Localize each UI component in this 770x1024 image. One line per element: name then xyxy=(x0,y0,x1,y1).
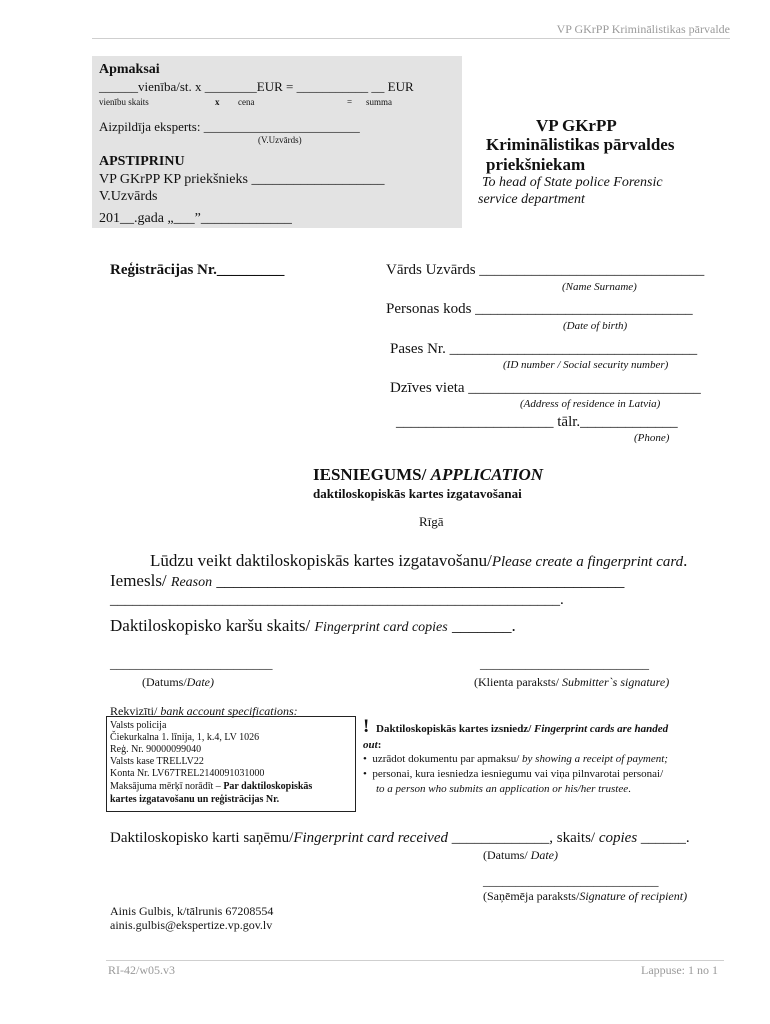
reason-lv: Iemesls/ xyxy=(110,571,171,590)
addressee-line2: Kriminālistikas pārvaldes xyxy=(486,135,675,154)
expert-line: Aizpildīja eksperts: ________________________ xyxy=(99,119,360,134)
bank-line-3: Reģ. Nr. 90000099040 xyxy=(110,744,202,755)
copies-en: Fingerprint card copies xyxy=(314,620,448,635)
request-end: . xyxy=(683,551,688,570)
name-field: Vārds Uzvārds ______________________________ xyxy=(386,262,705,278)
date-caption xyxy=(142,675,214,690)
client-signature-caption xyxy=(474,675,669,690)
bank-purpose-lv: Maksājuma mērķī norādīt – xyxy=(110,781,224,792)
caption-equals: = xyxy=(347,97,353,107)
approve-line: VP GKrPP KP priekšnieks ___________________ xyxy=(99,172,385,187)
notice-bullet-1 xyxy=(363,753,668,765)
footer-page-number: Lappuse: 1 no 1 xyxy=(641,963,718,977)
recipient-signature-caption xyxy=(483,889,687,904)
notice-bullet-2-cont xyxy=(376,783,631,795)
payment-line: ______vienība/st. x ________EUR = ___________ __ EUR xyxy=(99,79,414,94)
bank-line-2: Čiekurkalna 1. līnija, 1, k.4, LV 1026 xyxy=(110,732,260,743)
addressee-en2: service department xyxy=(478,192,585,207)
notice-heading-lv: Daktiloskopiskās kartes izsniedz/ xyxy=(376,723,534,735)
addressee-en1: To head of State police Forensic xyxy=(482,175,663,190)
phone-field: _____________________ tālr._____________ xyxy=(396,414,678,430)
passport-hint: (ID number / Social security number) xyxy=(503,359,669,371)
bank-line-4: Valsts kase TRELLV22 xyxy=(110,756,204,767)
payment-heading: Apmaksai xyxy=(99,62,160,77)
bank-purpose-bold-2: kartes izgatavošanu un reģistrācijas Nr. xyxy=(110,794,280,805)
bank-purpose xyxy=(110,781,312,792)
recipient-signature-lv: (Saņēmēja paraksts/ xyxy=(483,889,580,903)
received-date-en: Date) xyxy=(530,848,558,862)
bank-heading-en: bank account specifications: xyxy=(160,704,298,718)
application-title-en: APPLICATION xyxy=(430,465,544,484)
recipient-signature-en: Signature of recipient) xyxy=(579,889,688,903)
notice-mark: ! xyxy=(363,716,370,737)
received-en: Fingerprint card received xyxy=(293,830,448,846)
footer-form-code: RI-42/w05.v3 xyxy=(108,963,175,977)
residence-field: Dzīves vieta _______________________________ xyxy=(390,380,701,396)
notice-bullet-2-lv: personai, kura iesniedza iesniegumu vai viņa pilnvarotai personai/ xyxy=(372,768,664,780)
application-title-lv: IESNIEGUMS/ xyxy=(313,465,431,484)
caption-x: x xyxy=(215,97,220,107)
notice-heading-en2: out xyxy=(363,739,378,751)
bullet-dot: • xyxy=(363,768,373,780)
notice-heading-en: Fingerprint cards are handed xyxy=(534,723,669,735)
date-signature-line: _________________________ xyxy=(110,656,273,671)
request-en: Please create a fingerprint card xyxy=(491,554,684,570)
notice-bullet-1-lv: uzrādot dokumentu par apmaksu/ xyxy=(372,753,523,765)
received-end: ______. xyxy=(637,830,690,846)
residence-hint: (Address of residence in Latvia) xyxy=(520,398,661,410)
bank-line-1: Valsts policija xyxy=(110,720,167,731)
date-caption-lv: (Datums/ xyxy=(142,675,187,689)
notice-heading-colon: : xyxy=(377,739,382,751)
bullet-dot: • xyxy=(363,753,373,765)
client-signature-lv: (Klienta paraksts/ xyxy=(474,675,562,689)
addressee-line3: priekšniekam xyxy=(486,155,586,174)
notice-bullet-1-en: by showing a receipt of payment; xyxy=(522,753,668,765)
application-title xyxy=(313,465,543,485)
reason-blank: ________________________________________________ xyxy=(212,571,625,590)
received-lv: Daktiloskopisko karti saņēmu/ xyxy=(110,830,294,846)
date-caption-en: Date) xyxy=(186,675,214,689)
reason-line-2: ____________________________________________________________. xyxy=(110,592,564,608)
footer-divider xyxy=(106,960,724,961)
bank-line-5: Konta Nr. LV67TREL2140091031000 xyxy=(110,768,265,779)
personal-code-hint: (Date of birth) xyxy=(563,320,628,332)
expert-caption: (V.Uzvārds) xyxy=(258,135,302,145)
reason-line xyxy=(110,571,624,591)
personal-code-field: Personas kods _____________________________ xyxy=(386,301,693,317)
header-divider xyxy=(92,38,730,39)
caption-sum: summa xyxy=(366,97,392,107)
caption-price: cena xyxy=(238,97,255,107)
application-city: Rīgā xyxy=(419,514,444,529)
notice-bullet-2-end: . xyxy=(628,783,631,795)
addressee-line1: VP GKrPP xyxy=(536,116,617,135)
received-blank: _____________, skaits/ xyxy=(448,830,599,846)
notice-bullet-2-en: to a person who submits an application or his/her trustee xyxy=(376,783,629,795)
received-copies-en: copies xyxy=(598,830,638,846)
notice-heading-2 xyxy=(363,739,381,751)
request-lv: Lūdzu veikt daktiloskopiskās kartes izgatavošanu/ xyxy=(150,551,492,570)
name-hint: (Name Surname) xyxy=(562,281,637,293)
bank-heading-lv: Rekvizīti/ xyxy=(110,704,161,718)
application-subtitle: daktiloskopiskās kartes izgatavošanai xyxy=(313,486,522,501)
received-line xyxy=(110,830,690,847)
received-date-caption xyxy=(483,848,558,863)
client-signature-line: __________________________ xyxy=(480,656,649,671)
registration-number: Reģistrācijas Nr._________ xyxy=(110,262,285,278)
contact-phone: Ainis Gulbis, k/tālrunis 67208554 xyxy=(110,904,274,918)
reason-en: Reason xyxy=(170,575,213,590)
request-line xyxy=(150,551,687,571)
recipient-signature-line: ___________________________ xyxy=(483,873,659,888)
notice-bullet-2 xyxy=(363,768,663,780)
page-header-title: VP GKrPP Kriminālistikas pārvalde xyxy=(556,22,730,36)
notice-heading xyxy=(376,723,668,735)
approve-heading: APSTIPRINU xyxy=(99,154,185,169)
copies-lv: Daktiloskopisko karšu skaits/ xyxy=(110,616,315,635)
client-signature-en: Submitter`s signature) xyxy=(561,675,670,689)
copies-line xyxy=(110,616,516,636)
phone-hint: (Phone) xyxy=(634,432,670,444)
caption-units: vienību skaits xyxy=(99,97,149,107)
approve-date: 201__.gada „___”_____________ xyxy=(99,211,292,226)
copies-blank: _______. xyxy=(447,616,516,635)
bank-purpose-bold: Par daktiloskopiskās xyxy=(223,781,313,792)
approve-name: V.Uzvārds xyxy=(99,189,158,204)
received-date-lv: (Datums/ xyxy=(483,848,531,862)
passport-field: Pases Nr. _________________________________ xyxy=(390,341,698,357)
contact-email[interactable]: ainis.gulbis@ekspertize.vp.gov.lv xyxy=(110,918,273,932)
